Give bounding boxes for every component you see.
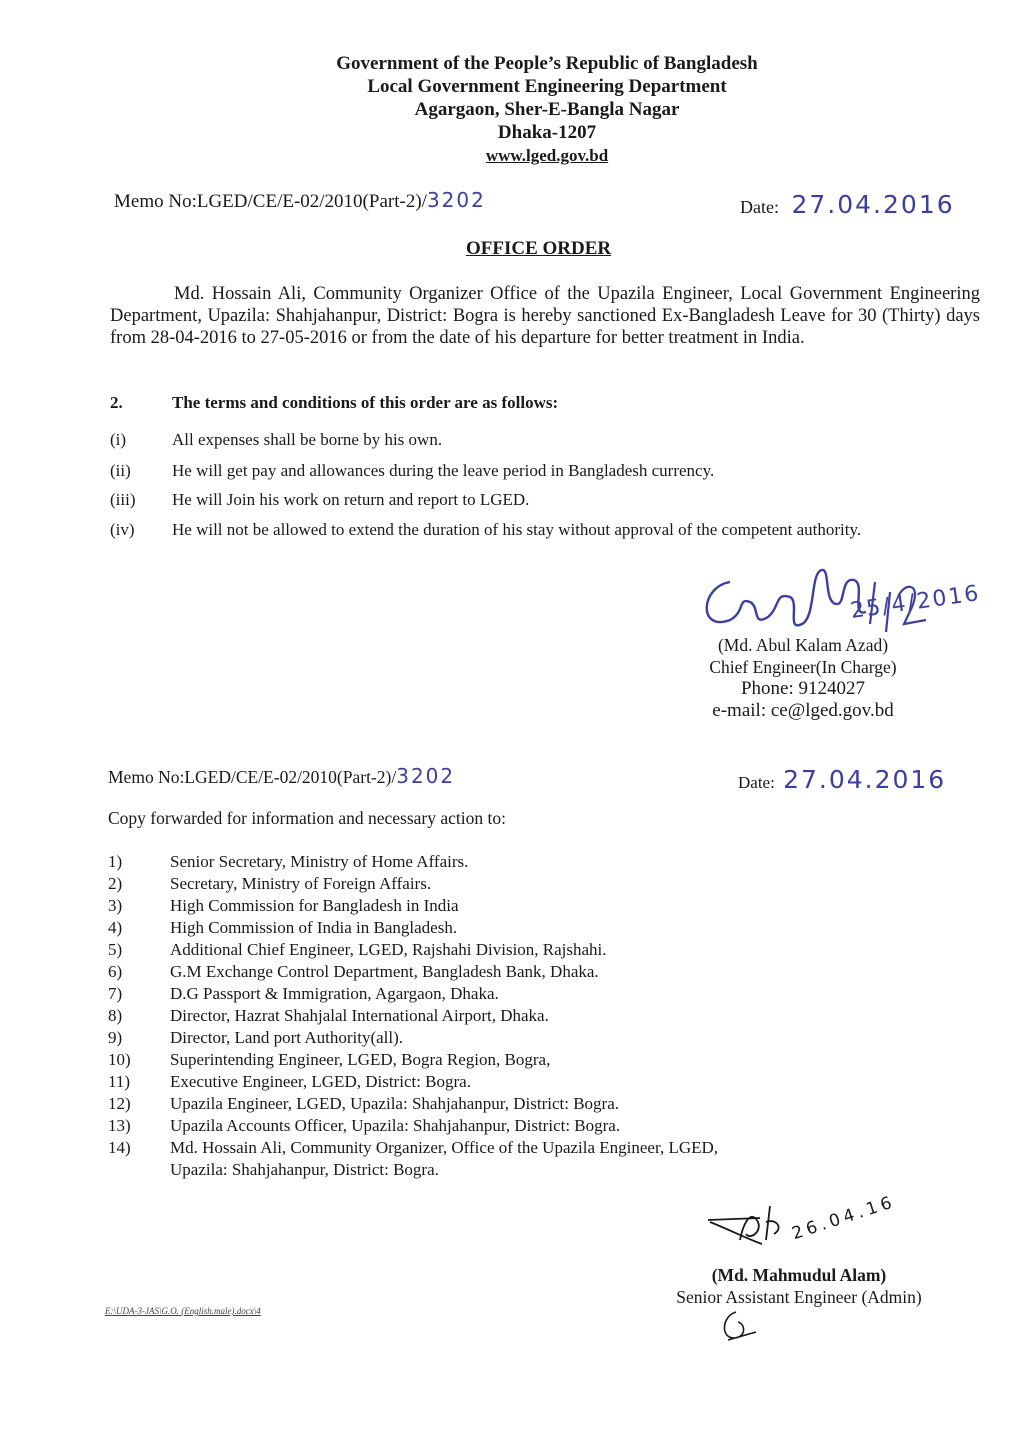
chief-engineer-block bbox=[694, 634, 912, 722]
list-item-number: 10) bbox=[108, 1050, 131, 1069]
list-item-text: Director, Land port Authority(all). bbox=[170, 1028, 404, 1047]
terms-item-number: (ii) bbox=[110, 461, 131, 480]
memo-label: Memo No:LGED/CE/E-02/2010(Part-2)/ bbox=[108, 767, 397, 787]
list-item-text: Upazila: Shahjahanpur, District: Bogra. bbox=[170, 1160, 439, 1179]
memo-date-line bbox=[738, 765, 946, 794]
letterhead bbox=[0, 52, 1024, 167]
list-item-number: 12) bbox=[108, 1094, 131, 1113]
list-item bbox=[108, 874, 928, 896]
chief-engineer-signature-date: 25/4/2016 bbox=[848, 581, 982, 624]
copy-recipient-list bbox=[108, 852, 928, 1182]
memo-date-handwritten: 27.04.2016 bbox=[783, 765, 947, 794]
list-item bbox=[108, 852, 928, 874]
terms-heading-text: The terms and conditions of this order are as follows: bbox=[172, 393, 559, 412]
list-item-text: Executive Engineer, LGED, District: Bogra. bbox=[170, 1072, 471, 1091]
list-item bbox=[108, 940, 928, 962]
list-item-number: 13) bbox=[108, 1116, 131, 1135]
list-item-text: D.G Passport & Immigration, Agargaon, Dhaka. bbox=[170, 984, 499, 1003]
terms-item-number: (i) bbox=[110, 430, 127, 449]
list-item bbox=[108, 962, 928, 984]
list-item-text: Additional Chief Engineer, LGED, Rajshahi Division, Rajshahi. bbox=[170, 940, 607, 959]
list-item bbox=[108, 984, 928, 1006]
list-item-continuation bbox=[108, 1160, 928, 1182]
letterhead-line-address: Agargaon, Sher-E-Bangla Nagar bbox=[414, 99, 680, 120]
document-title: OFFICE ORDER bbox=[466, 238, 612, 259]
terms-item-text: He will Join his work on return and report to LGED. bbox=[172, 490, 530, 509]
list-item-text: G.M Exchange Control Department, Bangladesh Bank, Dhaka. bbox=[170, 962, 599, 981]
list-item-text: Senior Secretary, Ministry of Home Affairs. bbox=[170, 852, 469, 871]
list-item bbox=[108, 1138, 928, 1160]
list-item-text: Upazila Accounts Officer, Upazila: Shahjahanpur, District: Bogra. bbox=[170, 1116, 621, 1135]
memo-number-line bbox=[108, 764, 455, 788]
chief-engineer-email: e-mail: ce@lged.gov.bd bbox=[712, 700, 894, 721]
memo-label: Memo No:LGED/CE/E-02/2010(Part-2)/ bbox=[114, 191, 427, 212]
terms-item-text: He will not be allowed to extend the duration of his stay without approval of the competent authority. bbox=[172, 520, 862, 539]
list-item bbox=[108, 896, 928, 918]
list-item-text: Secretary, Ministry of Foreign Affairs. bbox=[170, 874, 432, 893]
list-item bbox=[108, 1116, 928, 1138]
list-item-number: 9) bbox=[108, 1028, 123, 1047]
list-item bbox=[108, 1094, 928, 1116]
memo-number-handwritten: 3202 bbox=[426, 188, 486, 212]
memo-date-handwritten: 27.04.2016 bbox=[791, 190, 955, 219]
list-item-text: Md. Hossain Ali, Community Organizer, Office of the Upazila Engineer, LGED, bbox=[170, 1138, 719, 1157]
list-item-text: High Commission for Bangladesh in India bbox=[170, 896, 459, 915]
list-item bbox=[108, 1028, 928, 1050]
order-body-paragraph: Md. Hossain Ali, Community Organizer Office of the Upazila Engineer, Local Government Engineering Department, Upazila: Shahjahanpur, District: Bogra is hereby sanctioned Ex-Bangladesh Leave for 30 (Thirty) days from 28-04-2016 to 27-05-2016 or from the date of his departure for better treatment in India. bbox=[110, 284, 980, 348]
list-item-number: 2) bbox=[108, 874, 123, 893]
letterhead-line-department: Local Government Engineering Department bbox=[367, 76, 727, 97]
memo-date-line bbox=[740, 190, 955, 219]
chief-engineer-designation: Chief Engineer(In Charge) bbox=[709, 657, 897, 677]
senior-assistant-engineer-name: (Md. Mahmudul Alam) bbox=[711, 1265, 887, 1285]
senior-assistant-engineer-designation: Senior Assistant Engineer (Admin) bbox=[676, 1287, 922, 1307]
list-item-number: 14) bbox=[108, 1138, 131, 1157]
terms-item-number: (iv) bbox=[110, 520, 135, 539]
terms-section-number: 2. bbox=[110, 393, 123, 412]
list-item-text: High Commission of India in Bangladesh. bbox=[170, 918, 458, 937]
memo-date-label: Date: bbox=[738, 773, 775, 792]
terms-item-text: He will get pay and allowances during the leave period in Bangladesh currency. bbox=[172, 461, 715, 480]
list-item-number: 5) bbox=[108, 940, 123, 959]
memo-number-handwritten: 3202 bbox=[396, 764, 456, 788]
list-item-text: Director, Hazrat Shahjalal International Airport, Dhaka. bbox=[170, 1006, 549, 1025]
list-item bbox=[108, 1050, 928, 1072]
list-item bbox=[108, 918, 928, 940]
list-item-text: Upazila Engineer, LGED, Upazila: Shahjahanpur, District: Bogra. bbox=[170, 1094, 619, 1113]
memo-date-label: Date: bbox=[740, 197, 779, 217]
senior-assistant-engineer-block bbox=[660, 1264, 938, 1308]
list-item bbox=[108, 1006, 928, 1028]
chief-engineer-phone: Phone: 9124027 bbox=[740, 678, 866, 699]
chief-engineer-name: (Md. Abul Kalam Azad) bbox=[717, 635, 889, 655]
terms-item-number: (iii) bbox=[110, 490, 136, 509]
list-item-number: 7) bbox=[108, 984, 123, 1003]
list-item bbox=[108, 1072, 928, 1094]
list-item-number: 4) bbox=[108, 918, 123, 937]
list-item-number: 11) bbox=[108, 1072, 131, 1091]
initial-mark bbox=[716, 1308, 766, 1348]
terms-item-text: All expenses shall be borne by his own. bbox=[172, 430, 443, 449]
senior-assistant-engineer-signature-date: 26.04.16 bbox=[789, 1191, 899, 1245]
list-item-number: 1) bbox=[108, 852, 123, 871]
memo-number-line bbox=[114, 188, 486, 213]
copy-forwarded-intro: Copy forwarded for information and necessary action to: bbox=[108, 808, 506, 828]
list-item-number: 3) bbox=[108, 896, 123, 915]
letterhead-website-link[interactable]: www.lged.gov.bd bbox=[485, 146, 609, 165]
file-path-footer: E:\UDA-3-JAS\G.O. (English.male).docx\4 bbox=[105, 1306, 261, 1316]
list-item-text: Superintending Engineer, LGED, Bogra Region, Bogra, bbox=[170, 1050, 551, 1069]
letterhead-line-government: Government of the People’s Republic of Bangladesh bbox=[336, 53, 758, 74]
list-item-number: 6) bbox=[108, 962, 123, 981]
list-item-number: 8) bbox=[108, 1006, 123, 1025]
letterhead-line-city: Dhaka-1207 bbox=[497, 122, 597, 143]
